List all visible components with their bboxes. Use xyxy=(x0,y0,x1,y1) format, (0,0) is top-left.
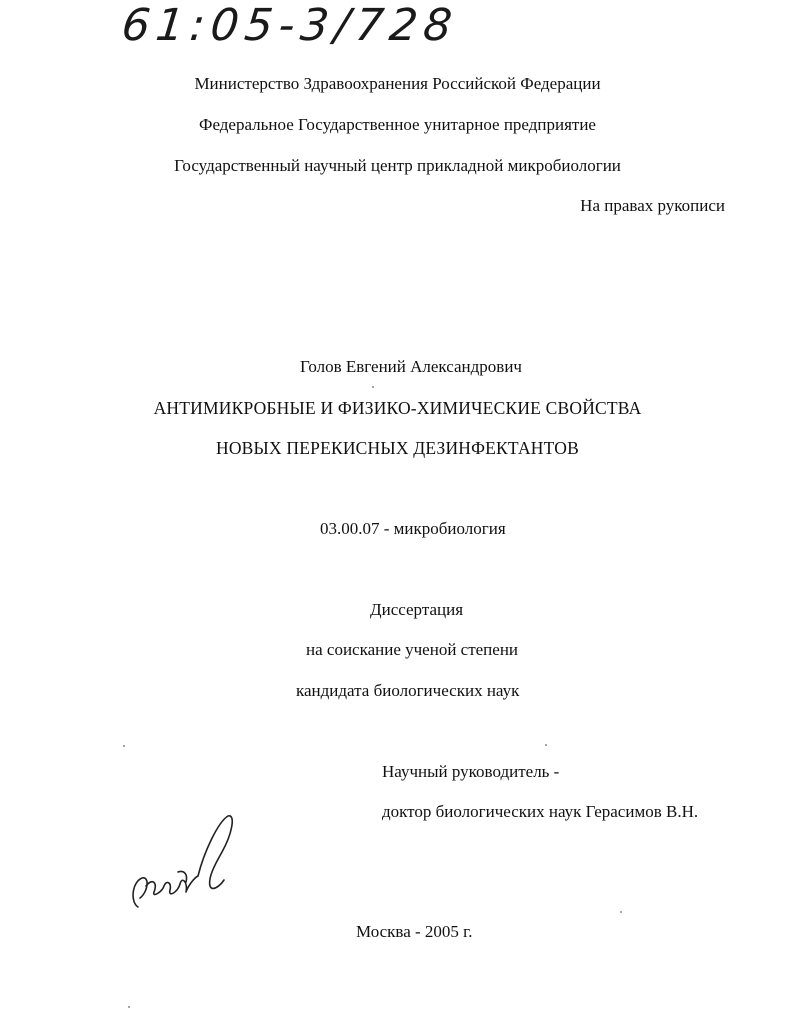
degree-line-1: на соискание ученой степени xyxy=(306,640,519,659)
scan-speck xyxy=(123,745,125,747)
scan-speck xyxy=(620,911,622,913)
supervisor-name: доктор биологических наук Герасимов В.Н. xyxy=(382,802,699,821)
ministry-line: Министерство Здравоохранения Российской Федерации xyxy=(194,74,601,93)
rights-note: На правах рукописи xyxy=(580,196,725,215)
center-line: Государственный научный центр прикладной микробиологии xyxy=(174,156,621,175)
supervisor-label: Научный руководитель - xyxy=(382,762,560,781)
handwritten-signature xyxy=(128,812,248,922)
scan-speck xyxy=(128,1006,130,1008)
archive-code: 61:05-3/728 xyxy=(119,0,461,51)
title-line-1: АНТИМИКРОБНЫЕ И ФИЗИКО-ХИМИЧЕСКИЕ СВОЙСТВА xyxy=(153,398,642,418)
enterprise-line: Федеральное Государственное унитарное предприятие xyxy=(199,115,596,134)
document-type: Диссертация xyxy=(370,600,464,619)
author-name: Голов Евгений Александрович xyxy=(300,357,522,376)
degree-line-2: кандидата биологических наук xyxy=(296,681,520,700)
scan-speck xyxy=(545,744,547,746)
scan-speck xyxy=(372,386,374,388)
city-year: Москва - 2005 г. xyxy=(356,922,473,941)
specialty-code: 03.00.07 - микробиология xyxy=(320,519,506,538)
title-line-2: НОВЫХ ПЕРЕКИСНЫХ ДЕЗИНФЕКТАНТОВ xyxy=(215,438,579,458)
